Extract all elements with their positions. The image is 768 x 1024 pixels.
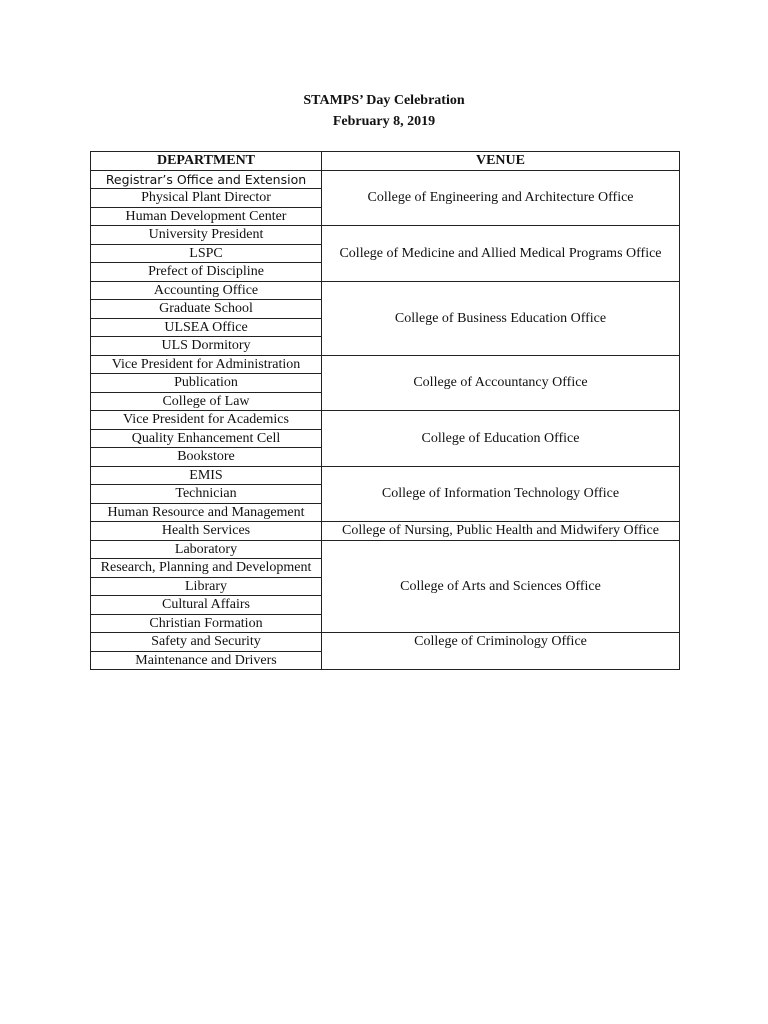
venue-cell: College of Criminology Office (322, 633, 680, 670)
table-row (91, 540, 680, 559)
venue-cell: College of Engineering and Architecture Office (322, 170, 680, 226)
department-cell: Publication (91, 374, 322, 393)
department-cell: Christian Formation (91, 614, 322, 633)
department-cell: Physical Plant Director (91, 189, 322, 208)
department-cell: Prefect of Discipline (91, 263, 322, 282)
department-cell: Bookstore (91, 448, 322, 467)
department-cell: College of Law (91, 392, 322, 411)
department-cell: Research, Planning and Development (91, 559, 322, 578)
venue-cell: College of Medicine and Allied Medical Programs Office (322, 226, 680, 282)
venue-cell: College of Information Technology Office (322, 466, 680, 522)
table-row (91, 411, 680, 430)
venue-cell: College of Education Office (322, 411, 680, 467)
header-row (91, 152, 680, 171)
table-row (91, 170, 680, 189)
department-cell: ULS Dormitory (91, 337, 322, 356)
table-row (91, 522, 680, 541)
department-cell: Registrar’s Office and Extension (91, 170, 322, 189)
venue-cell: College of Nursing, Public Health and Midwifery Office (322, 522, 680, 541)
department-cell: Technician (91, 485, 322, 504)
table-row (91, 355, 680, 374)
department-cell: Maintenance and Drivers (91, 651, 322, 670)
department-cell: Accounting Office (91, 281, 322, 300)
department-cell: EMIS (91, 466, 322, 485)
venue-cell: College of Business Education Office (322, 281, 680, 355)
department-cell: Human Resource and Management (91, 503, 322, 522)
department-cell: Graduate School (91, 300, 322, 319)
document-title: STAMPS’ Day Celebration (303, 93, 465, 108)
department-cell: Human Development Center (91, 207, 322, 226)
department-cell: LSPC (91, 244, 322, 263)
table-row (91, 281, 680, 300)
table-row (91, 466, 680, 485)
department-cell: University President (91, 226, 322, 245)
department-cell: Health Services (91, 522, 322, 541)
department-cell: Cultural Affairs (91, 596, 322, 615)
department-cell: Vice President for Academics (91, 411, 322, 430)
table-row (91, 226, 680, 245)
venue-cell: College of Arts and Sciences Office (322, 540, 680, 633)
document-date: February 8, 2019 (332, 114, 436, 129)
department-header: DEPARTMENT (91, 152, 322, 171)
table-row (91, 633, 680, 652)
department-cell: ULSEA Office (91, 318, 322, 337)
venue-header: VENUE (322, 152, 680, 171)
schedule-table (90, 151, 680, 670)
venue-cell: College of Accountancy Office (322, 355, 680, 411)
department-cell: Library (91, 577, 322, 596)
department-cell: Vice President for Administration (91, 355, 322, 374)
department-cell: Safety and Security (91, 633, 322, 652)
department-cell: Laboratory (91, 540, 322, 559)
department-cell: Quality Enhancement Cell (91, 429, 322, 448)
